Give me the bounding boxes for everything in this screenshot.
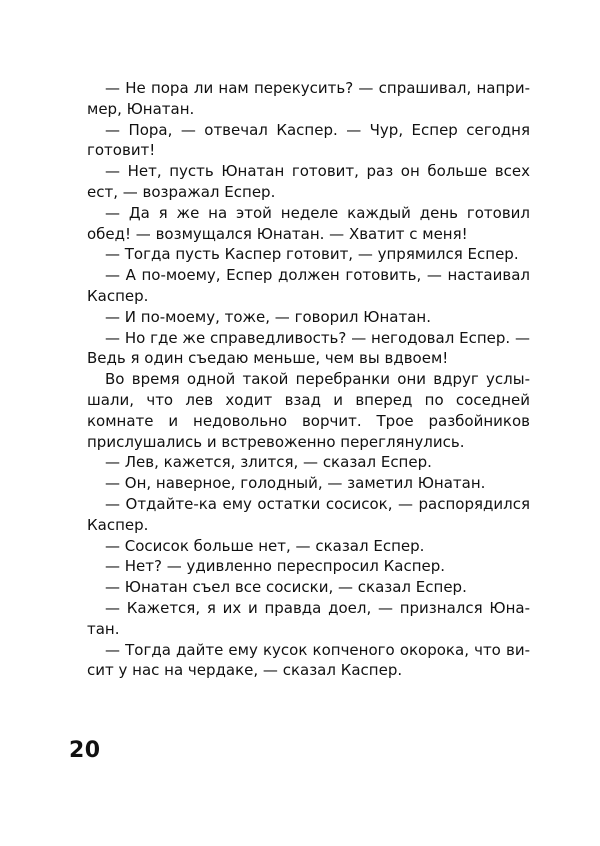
paragraph: — Лев, кажется, злится, — сказал Еспер. — [105, 453, 432, 472]
paragraph: — Пора, — отвечал Каспер. — Чур, Еспер сегодня готовит! — [87, 120, 530, 160]
paragraph: — Нет? — удивленно переспросил Каспер. — [105, 557, 446, 576]
page-number: 20 — [69, 738, 101, 763]
paragraph: — Не пора ли нам перекусить? — спрашивал, например, Юнатан. — [87, 79, 530, 118]
paragraph: — А по-моему, Еспер должен готовить, — настаивал Каспер. — [87, 266, 530, 305]
paragraph: — И по-моему, тоже, — говорил Юнатан. — [105, 307, 431, 326]
paragraph: — Нет, пусть Юнатан готовит, раз он больше всех ест, — возражал Еспер. — [87, 162, 530, 201]
paragraph: — Тогда дайте ему кусок копченого окорока, что висит у нас на чердаке, — сказал Каспер. — [87, 640, 530, 680]
paragraph: — Сосисок больше нет, — сказал Еспер. — [105, 536, 425, 555]
paragraph: — Да я же на этой неделе каждый день готовил обед! — возмущался Юнатан. — Хватит с меня! — [87, 203, 530, 243]
paragraph: — Кажется, я их и правда доел, — признался Юнатан. — [87, 598, 530, 638]
paragraph: — Отдайте-ка ему остатки сосисок, — распорядился Каспер. — [87, 494, 530, 534]
paragraph: — Но где же справедливость? — негодовал Еспер. — Ведь я один съедаю меньше, чем вы вдвоем! — [87, 328, 530, 368]
page-body — [87, 78, 530, 681]
paragraph: — Тогда пусть Каспер готовит, — упрямился Еспер. — [105, 245, 519, 264]
paragraph: Во время одной такой перебранки они вдруг услышали, что лев ходит взад и вперед по соседней комнате и недовольно ворчит. Трое разбойников прислушались и встревоженно переглянулись. — [87, 370, 530, 451]
paragraph: — Юнатан съел все сосиски, — сказал Еспер. — [105, 578, 467, 597]
paragraph: — Он, наверное, голодный, — заметил Юнатан. — [105, 474, 486, 493]
